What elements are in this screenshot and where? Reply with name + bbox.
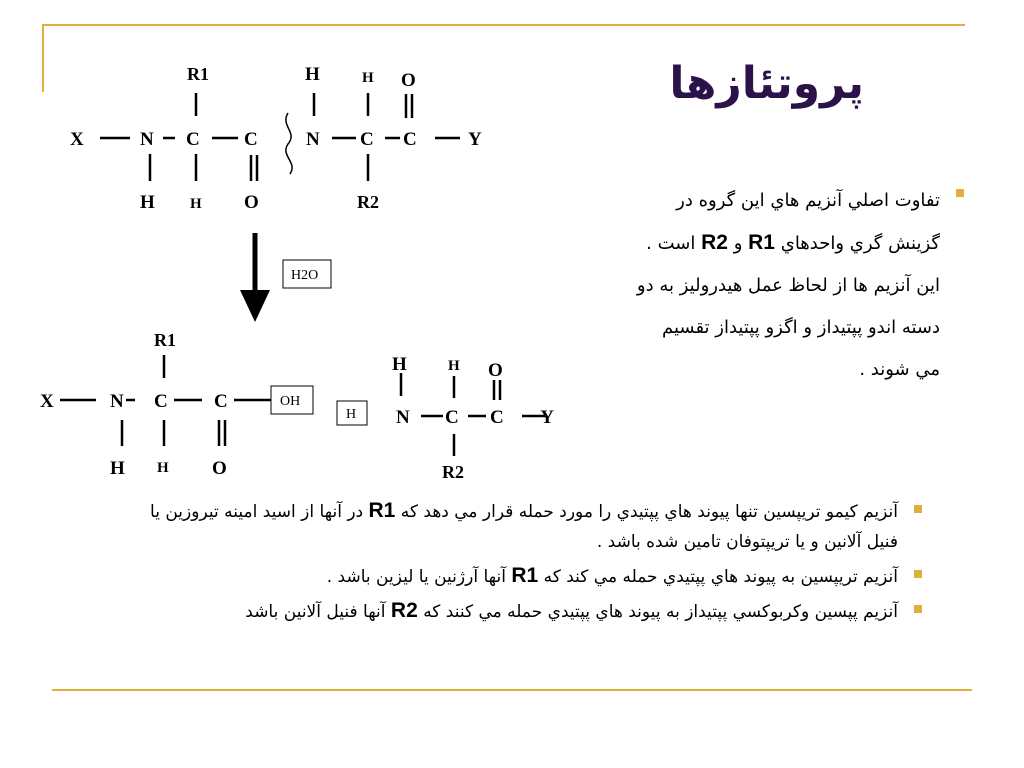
atom-c: C: [214, 391, 228, 412]
intro-line: گزينش گري واحدهاي: [780, 233, 940, 254]
note-text: آنها آرژنين يا ليزين باشد .: [326, 567, 506, 587]
atom-o: O: [212, 458, 227, 479]
atom-c: C: [186, 129, 200, 150]
peptide-hydrolysis-diagram: [40, 58, 560, 538]
atom-h: H: [190, 196, 202, 212]
atom-o: O: [488, 360, 503, 381]
atom-n: N: [396, 407, 410, 428]
note-text: آنها فنيل آلانين باشد: [245, 602, 386, 622]
atom-y: Y: [468, 129, 482, 150]
atom-c: C: [154, 391, 168, 412]
top-border-line: [42, 24, 965, 26]
intro-bullet-list: [636, 180, 966, 391]
note-text: در آنها از اسيد امينه تيروزين يا فنيل آلانين و يا تريپتوفان تامين شده باشد .: [150, 502, 898, 552]
hydroxyl-label: OH: [280, 394, 301, 409]
intro-bullet: [636, 180, 966, 391]
note-item-chymotrypsin: [124, 496, 924, 557]
substituent-r1: R1: [154, 330, 176, 350]
note-text: آنزيم تريپسين به پيوند هاي پپتيدي حمله مي كند كه: [543, 567, 898, 587]
atom-h: H: [140, 192, 155, 213]
intro-line: تفاوت اصلي آنزيم هاي اين گروه در: [676, 190, 940, 211]
intro-line: است .: [646, 233, 696, 254]
substituent-r2: R2: [357, 192, 379, 212]
atom-y: Y: [540, 407, 554, 428]
r1-label: R1: [511, 564, 539, 587]
r2-label: R2: [701, 231, 728, 254]
atom-n: N: [306, 129, 320, 150]
r2-label: R2: [390, 599, 418, 622]
slide-title: پروتئازها: [669, 58, 864, 109]
note-text: آنزيم پپسين وكربوكسي پپتيداز به پيوند هاي پپتيدي حمله مي كنند كه: [423, 602, 898, 622]
atom-h: H: [157, 460, 169, 476]
atom-c: C: [360, 129, 374, 150]
atom-o: O: [244, 192, 259, 213]
enzyme-notes-list: [124, 496, 924, 631]
hydrogen-label: H: [346, 407, 357, 422]
atom-c: C: [244, 129, 258, 150]
note-text: آنزيم كيمو تريپسين تنها پيوند هاي پپتيدي را مورد حمله قرار مي دهد كه: [400, 502, 898, 522]
intro-line: دسته اندو پپتيداز و اگزو پپتيداز تقسيم: [661, 317, 940, 338]
atom-n: N: [140, 129, 154, 150]
atom-o: O: [401, 70, 416, 91]
r1-label: R1: [368, 499, 396, 522]
and-word: و: [733, 233, 743, 254]
note-item-pepsin: [124, 596, 924, 627]
atom-c: C: [445, 407, 459, 428]
substituent-r1: R1: [187, 64, 209, 84]
atom-c: C: [490, 407, 504, 428]
atom-x: X: [40, 391, 54, 412]
atom-h: H: [448, 358, 460, 374]
note-item-trypsin: [124, 561, 924, 592]
reagent-label: H2O: [291, 268, 319, 283]
atom-h: H: [305, 64, 320, 85]
atom-c: C: [403, 129, 417, 150]
atom-x: X: [70, 129, 84, 150]
r1-label: R1: [748, 231, 775, 254]
atom-n: N: [110, 391, 124, 412]
intro-line: اين آنزيم ها از لحاظ عمل هيدروليز به دو: [636, 275, 940, 296]
atom-h: H: [362, 70, 374, 86]
reaction-arrow-icon: [240, 233, 270, 322]
substituent-r2: R2: [442, 462, 464, 482]
atom-h: H: [110, 458, 125, 479]
intro-line: مي شوند .: [859, 359, 940, 380]
bottom-border-line: [52, 689, 972, 691]
atom-h: H: [392, 354, 407, 375]
